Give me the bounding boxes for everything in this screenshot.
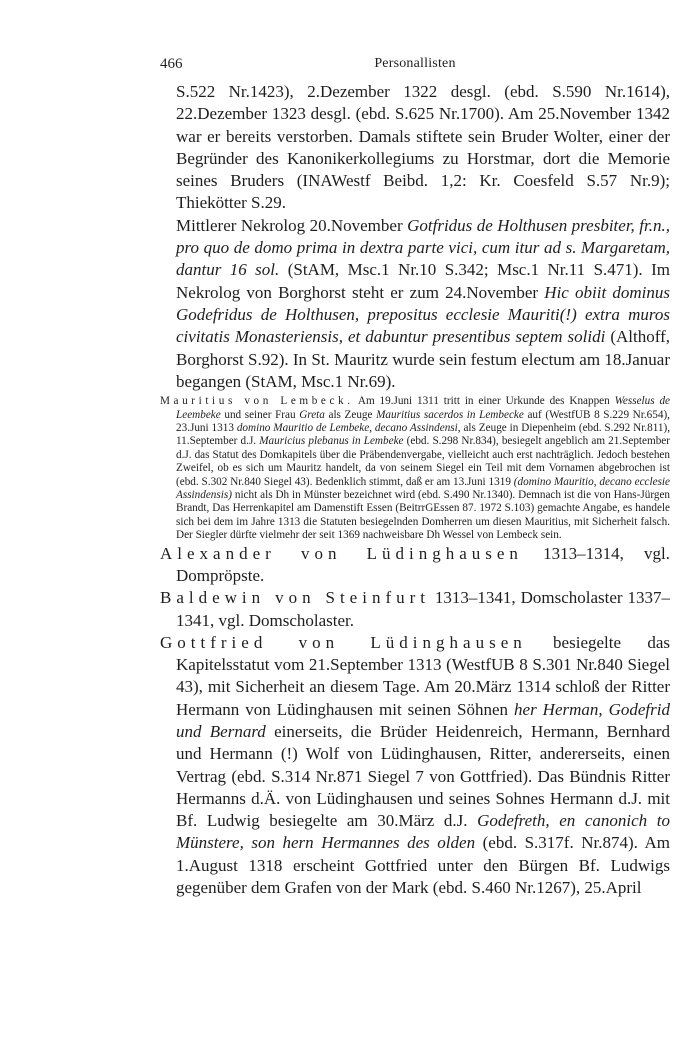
- body-text: [160, 81, 670, 899]
- latin-quote: Mauricius plebanus in Lembeke: [259, 435, 404, 448]
- entry-name: Baldewin von Steinfurt: [160, 588, 430, 608]
- latin-quote: Gotfridus de Holthusen presbiter, fr.n., pro quo de domo prima in dextra parte vici, cum itur ad s. Margaretam, dantur 16 sol.: [176, 215, 670, 280]
- text-run: S.522 Nr.1423), 2.Dezember 1322 desgl. (ebd. S.590 Nr.1614), 22.Dezember 1323 desgl. (ebd. S.625 Nr.1700). Am 25.November 1342 war er bereits verstorben. Damals stiftete sein Bruder Wolter, einer der Begründer des Kanonikerkollegiums zu Horstmar, dort die Memorie seines Bruders (INAWestf Beibd. 1,2: Kr. Coesfeld S.57 Nr.9); Thiekötter S.29.: [176, 82, 670, 213]
- text-run: nicht als Dh in Münster bezeichnet wird (ebd. S.490 Nr.1340). Demnach ist die von Hans-Jürgen Brandt, Das Herrenkapitel am Damenstift Essen (BeitrrGEssen 87. 1972 S.103) gemachte Angabe, es handele sich bei dem im Jahre 1313 die Statuten besiegelnden Domherren um diesen Mauritius, mit Sicherheit falsch. Der Siegler dürfte vielmehr der seit 1369 nachweisbare Dh Wessel von Lembeck sein.: [176, 489, 670, 542]
- latin-quote: her Herman, Godefrid und Bernard: [176, 699, 670, 741]
- text-run: Am 19.Juni 1311 tritt in einer Urkunde des Knappen: [353, 395, 615, 408]
- paragraph-necrology: [160, 215, 670, 393]
- text-run: als Zeuge: [324, 408, 377, 421]
- text-run: Mittlerer Nekrolog 20.November: [176, 215, 408, 235]
- entry-mauritius-von-lembeck: [160, 395, 670, 542]
- text-run: als Zeuge in Diepenheim (ebd. S.292 Nr.811), 11.September d.J.: [176, 421, 670, 448]
- text-run: (StAM, Msc.1 Nr.10 S.342; Msc.1 Nr.11 S.471). Im Nekrolog von Borghorst steht er zum 24.November: [176, 260, 670, 302]
- entry-name: Gottfried von Lüdinghausen: [160, 632, 527, 652]
- latin-quote: Hic obiit dominus Godefridus de Holthusen, prepositus ecclesie Mauriti(!) extra muros civitatis Monasteriensis, et dabuntur presentibus septem solidi: [176, 282, 670, 347]
- text-run: (Althoff, Borghorst S.92). In St. Mauritz wurde sein festum electum am 18.Januar begangen (StAM, Msc.1 Nr.69).: [176, 327, 670, 391]
- running-title: Personallisten: [374, 56, 456, 71]
- latin-quote: (domino Mauritio, decano ecclesie Assindensis): [176, 475, 670, 501]
- paragraph-continuation: [160, 81, 670, 215]
- text-run: (ebd. S.298 Nr.834), besiegelt angeblich am 21.September d.J. das Statut des Domkapitels über die Präbendenvergabe, vielleicht auch erst nachträglich. Jedoch bestehen Zweifel, ob es sich um Mauritz handelt, da von seinem Siegel ein Teil mit dem Vornamen abgebrochen ist (ebd. S.302 Nr.840 Siegel 43). Bedenklich stimmt, daß er am 13.Juni 1319: [176, 435, 670, 488]
- latin-quote: Greta: [299, 408, 325, 421]
- text-run: auf (WestfUB 8 S.229 Nr.654), 23.Juni 1313: [176, 408, 670, 434]
- latin-quote: domino Mauritio de Lembeke, decano Assindensi,: [236, 421, 461, 434]
- entry-name: Mauritius von Lembeck.: [160, 395, 354, 408]
- entry-name: Alexander von Lüdinghausen: [160, 543, 523, 563]
- text-run: (ebd. S.317f. Nr.874). Am 1.August 1318 erscheint Gottfried unter den Bürgen Bf. Ludwigs gegenüber dem Grafen von der Mark (ebd. S.460 Nr.1267), 25.April: [176, 833, 670, 898]
- entry-alexander-von-luedinghausen: [160, 543, 670, 588]
- text-run: 1313–1341, Domscholaster 1337–1341, vgl. Domscholaster.: [176, 588, 670, 630]
- latin-quote: Godefreth, en canonich to Münstere, son hern Hermannes des olden: [176, 811, 670, 853]
- entry-baldewin-von-steinfurt: [160, 587, 670, 632]
- text-run: und seiner Frau: [220, 408, 300, 421]
- page-header: [160, 56, 670, 76]
- text-run: einerseits, die Brüder Heidenreich, Hermann, Bernhard und Hermann (!) Wolf von Lüdinghausen, Ritter, andererseits, einen Vertrag (ebd. S.314 Nr.871 Siegel 7 von Gottfried). Das Bündnis Ritter Hermanns d.Ä. von Lüdinghausen und seines Sohnes Hermann d.J. mit Bf. Ludwig besiegelte am 30.März d.J.: [176, 722, 670, 831]
- entry-gottfried-von-luedinghausen: [160, 632, 670, 900]
- text-run: besiegelte das Kapitelsstatut vom 21.September 1313 (WestfUB 8 S.301 Nr.840 Siegel 43), mit Sicherheit an diesem Tage. Am 20.März 1314 schloß der Ritter Hermann von Lüdinghausen mit seinen Söhnen: [176, 632, 670, 719]
- text-run: 1313–1314, vgl. Dompröpste.: [176, 543, 670, 585]
- page-number: 466: [160, 56, 183, 72]
- latin-quote: Wesselus de Leembeke: [176, 395, 671, 421]
- latin-quote: Mauritius sacerdos in Lembecke: [376, 408, 524, 421]
